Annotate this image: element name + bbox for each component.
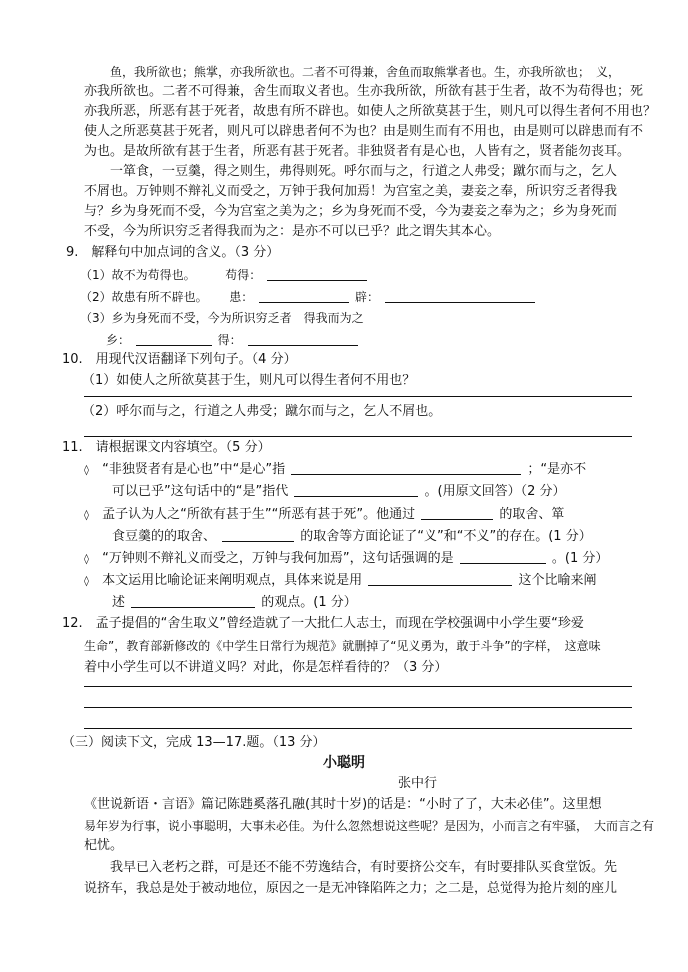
- q11-stem: 11. 请根据课文内容填空。（5 分）: [62, 440, 271, 455]
- q9-item-3-label-b: 得：: [217, 333, 242, 347]
- q11-bullet-4-line-1: [84, 570, 596, 593]
- q11-b2-text-d: 的取舍等方面论证了“义”和“不义”的存在。(1 分）: [300, 529, 592, 544]
- q9-item-2-label-b: 辟：: [354, 290, 379, 304]
- passage-line-5: 为也。是故所欲有甚于生者，所恶有甚于死者。非独贤者有是心也，人皆有之，贤者能勿丧耳。: [84, 144, 631, 159]
- article-p2-line-1: 我早已入老朽之群，可是还不能不劳逸结合，有时要挤公交车，有时要排队买食堂饭。先: [110, 860, 618, 875]
- passage-line-1: 鱼，我所欲也；熊掌，亦我所欲也。二者不可得兼，舍鱼而取熊掌者也。生，亦我所欲也； 义，: [110, 65, 621, 79]
- q9-item-1-text: （1）故不为苟得也。: [80, 268, 196, 282]
- q11-b4-text-d: 的观点。(1 分）: [261, 595, 357, 610]
- q11-b2-text-b: 的取舍、箪: [499, 507, 565, 522]
- q11-b4-text-b: 这个比喻来阐: [518, 573, 597, 588]
- article-p2-line-2: 说挤车，我总是处于被动地位，原因之一是无冲锋陷阵之力；之二是，总觉得为抢片刻的座儿: [84, 881, 618, 896]
- q11-bullet-3: [84, 548, 608, 571]
- q10-stem: 10. 用现代汉语翻译下列句子。（4 分）: [62, 352, 297, 367]
- q10-item-2: （2）呼尔而与之，行道之人弗受；蹴尔而与之，乞人不屑也。: [82, 404, 442, 419]
- article-p1-line-1: 《世说新语・言语》篇记陈韪奚落孔融(其时十岁)的话是：“小时了了，大未必佳”。这里想: [84, 797, 602, 812]
- q9-item-2-blank-b[interactable]: [385, 288, 535, 303]
- q11-b4-text-c: 述: [112, 595, 126, 610]
- q11-b2-text-a: 孟子认为人之“所欲有甚于生”“所恶有甚于死”。他通过: [102, 507, 416, 522]
- q11-b1-text-d: 。(用原文回答）（2 分）: [424, 484, 566, 499]
- q9-item-3-blank-a[interactable]: [136, 331, 212, 346]
- passage-line-8: 与？乡为身死而不受，今为宫室之美为之；乡为身死而不受，今为妻妾之奉为之；乡为身死而: [84, 204, 618, 219]
- q12-line-3: 着中小学生可以不讲道义吗？对此，你是怎样看待的？（3 分）: [84, 660, 448, 675]
- passage-line-9: 不受，今为所识穷乏者得我而为之：是亦不可以已乎？此之谓失其本心。: [84, 224, 501, 239]
- q9-item-2-blank-a[interactable]: [259, 288, 349, 303]
- q9-item-3-blank-b[interactable]: [248, 331, 358, 346]
- passage-line-3: 亦我所恶，所恶有甚于死者，故患有所不辟也。如使人之所欲莫甚于生，则凡可以得生者何不用也？: [84, 104, 657, 119]
- q9-item-2-text: （2）故患有所不辟也。: [80, 290, 208, 304]
- q11-bullet-1-line-2: [112, 481, 565, 503]
- bullet-icon: ◊: [84, 576, 89, 587]
- q11-b1-blank-b[interactable]: [294, 482, 418, 497]
- q11-b2-blank-a[interactable]: [421, 505, 493, 520]
- article-author: 张中行: [398, 776, 438, 791]
- article-title: 小聪明: [323, 755, 365, 771]
- q11-bullet-2-line-2: [112, 526, 592, 548]
- q11-b1-blank-a[interactable]: [291, 460, 521, 475]
- q10-answer-line-1[interactable]: [84, 396, 632, 397]
- q12-answer-line-3[interactable]: [84, 728, 632, 729]
- q11-b1-text-a: “非独贤者有是心也”中“是心”指: [102, 462, 286, 477]
- q9-item-3-line-2: [106, 329, 360, 351]
- q11-b2-blank-b[interactable]: [222, 527, 294, 542]
- q11-b3-text-b: 。(1 分）: [551, 551, 609, 566]
- q9-item-1-blank[interactable]: [267, 266, 367, 281]
- q9-item-3-label-a: 乡：: [106, 333, 131, 347]
- passage-line-7: 不屑也。万钟则不辩礼义而受之，万钟于我何加焉！为宫室之美，妻妾之奉，所识穷乏者得我: [84, 184, 618, 199]
- q9-item-2: [80, 286, 537, 308]
- q11-b1-text-b: ；“是亦不: [527, 462, 587, 477]
- q11-bullet-2-line-1: [84, 504, 564, 527]
- bullet-icon: ◊: [84, 510, 89, 521]
- q11-bullet-4-line-2: [112, 592, 357, 614]
- section-3-heading: （三）阅读下文，完成 13—17.题。（13 分）: [62, 735, 326, 750]
- bullet-icon: ◊: [84, 554, 89, 565]
- article-p1-line-3: 杞忧。: [84, 838, 124, 853]
- q11-bullet-1-line-1: [84, 459, 586, 482]
- q11-b3-blank[interactable]: [460, 549, 546, 564]
- bullet-icon: ◊: [84, 465, 89, 476]
- q11-b1-text-c: 可以已乎”这句话中的“是”指代: [112, 484, 289, 499]
- q9-stem: 9. 解释句中加点词的含义。（3 分）: [66, 245, 280, 260]
- q9-item-3-line-1: （3）乡为身死而不受，今为所识穷乏者 得我而为之: [80, 311, 364, 325]
- q9-item-1-label: 苟得：: [225, 268, 262, 282]
- article-p1-line-2: 易年岁为行事，说小事聪明，大事未必佳。为什么忽然想说这些呢？是因为，小而言之有牢骚， 大而言之有: [84, 819, 655, 833]
- q11-b4-blank-b[interactable]: [131, 593, 255, 608]
- passage-line-6: 一箪食，一豆羹，得之则生，弗得则死。呼尔而与之，行道之人弗受；蹴尔而与之，乞人: [110, 164, 618, 179]
- passage-line-2: 亦我所欲也。二者不可得兼，舍生而取义者也。生亦我所欲，所欲有甚于生者，故不为苟得也；死: [84, 84, 644, 99]
- q9-item-2-label-a: 患：: [229, 290, 254, 304]
- q12-answer-line-2[interactable]: [84, 707, 632, 708]
- q11-b4-text-a: 本文运用比喻论证来阐明观点，具体来说是用: [102, 573, 363, 588]
- passage-line-4: 使人之所恶莫甚于死者，则凡可以辟患者何不为也？由是则生而有不用也，由是则可以辟患而有不: [84, 124, 644, 139]
- q12-line-1: 12. 孟子提倡的“舍生取义”曾经造就了一大批仁人志士，而现在学校强调中小学生要“珍爱: [62, 616, 584, 631]
- q11-b3-text-a: “万钟则不辩礼义而受之，万钟与我何加焉”，这句话强调的是: [102, 551, 454, 566]
- q12-answer-line-1[interactable]: [84, 686, 632, 687]
- q11-b4-blank-a[interactable]: [368, 571, 512, 586]
- q9-item-1: [80, 264, 369, 286]
- q10-item-1: （1）如使人之所欲莫甚于生，则凡可以得生者何不用也？: [82, 373, 416, 388]
- q12-line-2: 生命”，教育部新修改的《中学生日常行为规范》就删掉了“见义勇为，敢于斗争”的字样， 这意味: [84, 639, 601, 653]
- q11-b2-text-c: 食豆羹的的取舍、: [112, 529, 217, 544]
